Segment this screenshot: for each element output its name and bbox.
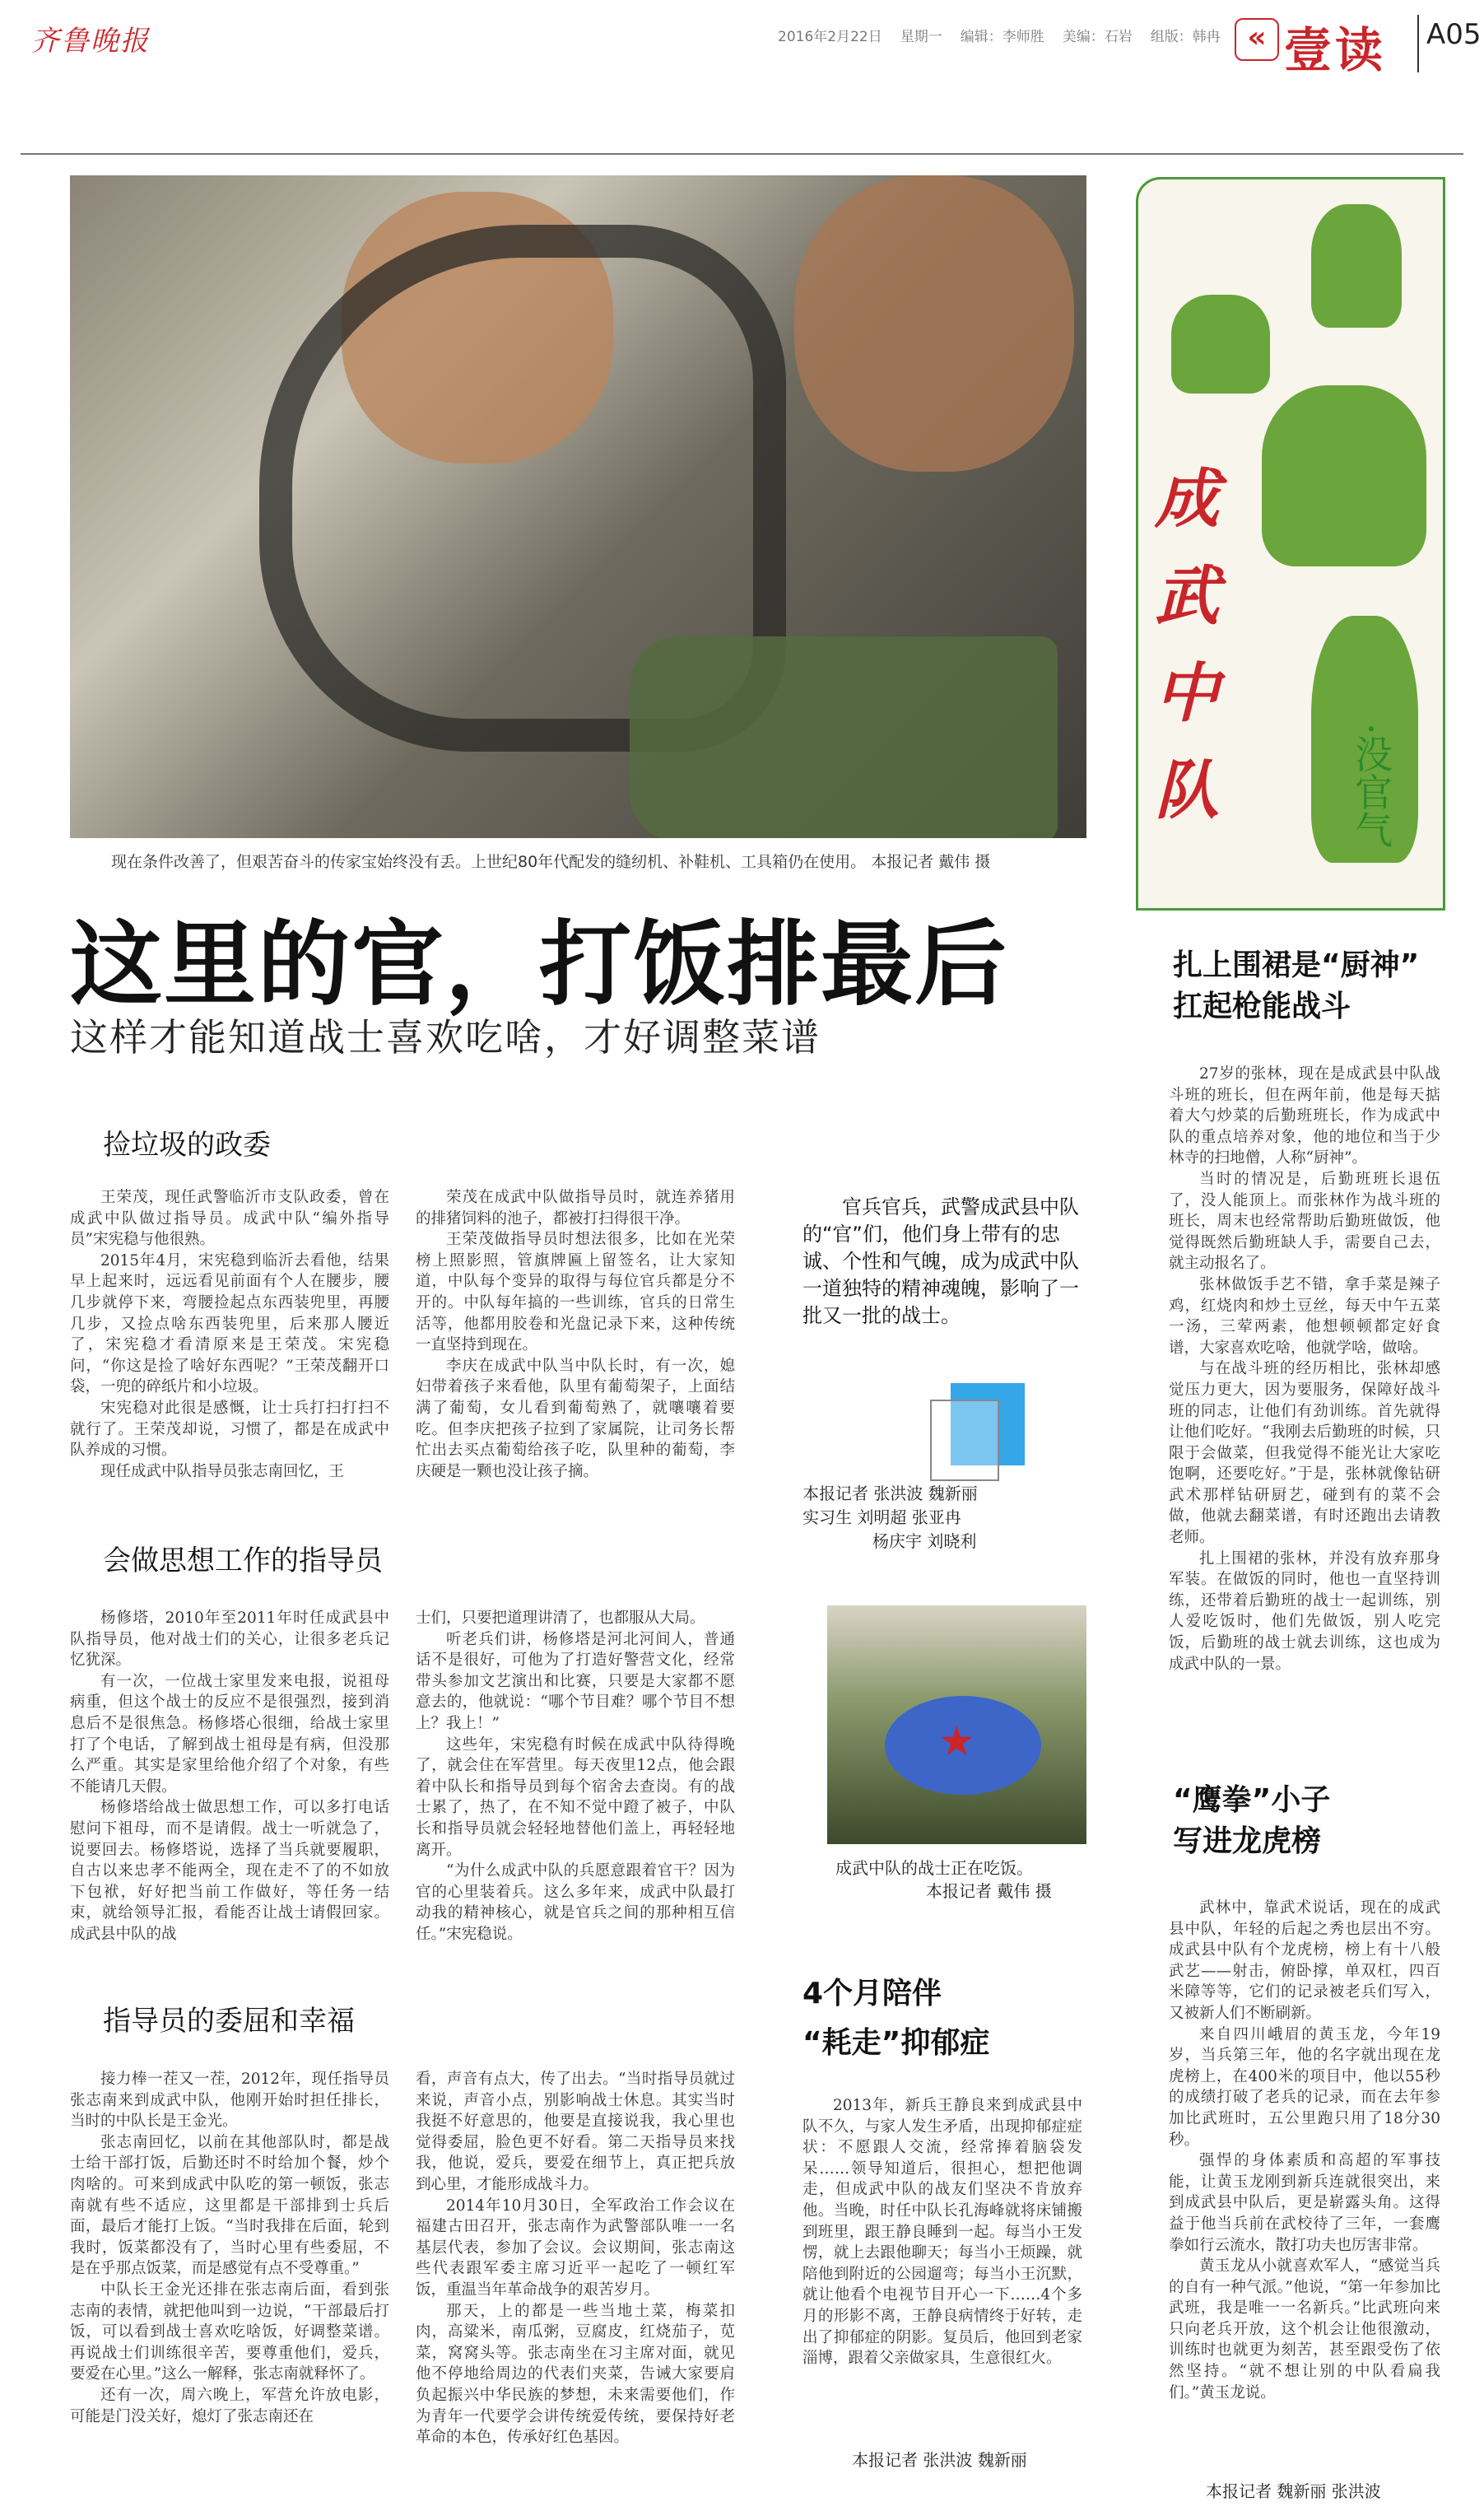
issue-date: 2016年2月22日: [778, 29, 882, 45]
paragraph: 王荣茂做指导员时想法很多，比如在光荣榜上照影照，管旗牌匾上留签名，让大家知道，中队每个变异的取得与每位官兵都是分不开的。中队每年搞的一些训练，官兵的日常生活等，他都用胶卷和光盘记录下来，这种传统一直坚持到现在。: [416, 1231, 735, 1354]
section4-body: [802, 2095, 1082, 2441]
issue-proof: 组版：韩冉: [1150, 29, 1221, 45]
photo2-caption: [835, 1856, 1052, 1903]
sidebar-section2-title: [1173, 1780, 1330, 1862]
page-number: A05: [1426, 18, 1482, 51]
photo-caption: 现在条件改善了，但艰苦奋斗的传家宝始终没有丢。上世纪80年代配发的缝纫机、补鞋机、工具箱仍在使用。 本报记者 戴伟 摄: [111, 853, 991, 871]
paragraph: 士们，只要把道理讲清了，也都服从大局。: [416, 1610, 705, 1627]
paragraph: 还有一次，周六晚上，军营允许放电影，可能是门没关好，熄灯了张志南还在: [70, 2386, 389, 2425]
section4-title: [802, 1969, 989, 2068]
sidebar-section2-body: [1169, 1898, 1440, 2474]
photo-boot: [630, 636, 1058, 838]
paragraph: 中队长王金光还排在张志南后面，看到张志南的表情，就把他叫到一边说，“干部最后打饭，可以看到战士喜欢吃啥饭，好调整菜谱。再说战士们训练很辛苦，要尊重他们，爱兵，要爱在心里。”这么一解释，张志南就释怀了。: [70, 2280, 389, 2383]
section2-col1: [70, 1608, 389, 1970]
paragraph: 当时的情况是，后勤班班长退伍了，没人能顶上。而张林作为战斗班的班长，周末也经常帮助后勤班做饭，他觉得既然后勤班缺人手，需要自己去，就主动报名了。: [1169, 1170, 1440, 1273]
section1-col1: [70, 1187, 389, 1508]
paragraph: 现任成武中队指导员张志南回忆，王: [100, 1462, 345, 1480]
section1-title: 捡垃圾的政委: [103, 1129, 271, 1162]
quote-box-outline: [930, 1400, 999, 1481]
masthead-rule: [21, 153, 1463, 155]
photo-soldier-right: [794, 175, 1074, 472]
paragraph: 来自四川峨眉的黄玉龙，今年19岁，当兵第三年，他的名字就出现在龙虎榜上，在400米的项目中，他以55秒的成绩打破了老兵的记录，而在去年参加比武班时，五公里跑只用了18分30秒。: [1169, 2025, 1440, 2149]
cartoon-soldier-kick: [1262, 385, 1426, 566]
section2-title: 会做思想工作的指导员: [103, 1544, 383, 1577]
cartoon-soldier-top: [1311, 204, 1402, 328]
paragraph: 张志南回忆，以前在其他部队时，都是战士给干部打饭，后勤还时不时给加个餐，炒个肉啥的。可来到成武中队吃的第一顿饭，张志南就有些不适应，这里都是干部排到士兵后面，最后才能打上饭。“当时我排在后面，轮到我时，饭菜都没有了，当时心里有些委屈，不是在乎那点饭菜，而是感觉有点不受尊重。”: [70, 2133, 389, 2278]
pull-quote-text: 官兵官兵，武警成武县中队的“官”们，他们身上带有的忠诚、个性和气魄，成为成武中队一道独特的精神魂魄，影响了一批又一批的战士。: [802, 1195, 1079, 1327]
paragraph: 这些年，宋宪稳有时候在成武中队待得晚了，就会住在军营里。每天夜里12点，他会跟着中队长和指导员到每个宿舍去查岗。有的战士累了，热了，在不知不觉中蹬了被子，中队长和指导员就会轻轻地替他们盖上，再轻轻地离开。: [416, 1735, 735, 1859]
newspaper-logo: 齐鲁晚报: [31, 25, 150, 58]
section4-title-line: 4个月陪伴: [802, 1977, 942, 2010]
paragraph: 荣茂在成武中队做指导员时，就连养猪用的排猪饲料的池子，都被打扫得很干净。: [416, 1189, 735, 1228]
paragraph: 强悍的身体素质和高超的军事技能，让黄玉龙刚到新兵连就很突出，来到成武县中队后，更是崭露头角。这得益于他当兵前在武校待了三年，一套鹰拳如行云流水，散打功夫也厉害非常。: [1169, 2152, 1440, 2254]
headline: 这里的官，打饭排最后: [70, 911, 1008, 1018]
paragraph: 有一次，一位战士家里发来电报，说祖母病重，但这个战士的反应不是很强烈，接到消息后不是很焦急。杨修塔心很细，给战士家里打了个电话，了解到战士祖母是有病，但没那么严重。其实是家里给他介绍了个对象，有些不能请几天假。: [70, 1672, 389, 1796]
section2-col2: [416, 1608, 735, 1970]
paragraph: 扎上围裙的张林，并没有放弃那身军装。在做饭的同时，他也一直坚持训练，还带着后勤班的战士一起训练，别人爱吃饭时，他们先做饭，别人吃完饭，后勤班的战士就去训练，这也成为成武中队的一景。: [1169, 1549, 1440, 1673]
title-line: 写进龙虎榜: [1173, 1824, 1322, 1858]
byline: [802, 1482, 978, 1554]
title-line: 扎上围裙是“厨神”: [1173, 948, 1420, 982]
issue-designer: 美编：石岩: [1062, 29, 1133, 45]
sidebar-illustration: [1136, 177, 1445, 911]
section-chevron-icon: «: [1235, 18, 1279, 61]
paragraph: 那天，上的都是一些当地土菜，梅菜扣肉，高粱米，南瓜粥，豆腐皮，红烧茄子，苋菜，窝窝头等。张志南坐在习主席对面，就见他不停地给周边的代表们夹菜，告诫大家要肩负起振兴中华民族的梦想，未来需要他们，作为青年一代要学会讲传统爱传统，要保持好老革命的本色，传承好红色基因。: [416, 2302, 735, 2447]
byline-line: 杨庆宇 刘晓利: [872, 1531, 977, 1551]
paragraph: 听老兵们讲，杨修塔是河北河间人，普通话不是很好，可他为了打造好警营文化，经常带头参加文艺演出和比赛，只要是大家都不愿意去的，他就说：“哪个节目难？哪个节目不想上？我上！”: [416, 1630, 735, 1732]
subheadline: 这样才能知道战士喜欢吃啥，才好调整菜谱: [70, 1015, 821, 1060]
photo-star-icon: ★: [938, 1717, 975, 1765]
byline-line: 本报记者 张洪波 魏新丽: [802, 1484, 978, 1503]
paragraph: 张林做饭手艺不错，拿手菜是辣子鸡，红烧肉和炒土豆丝，每天中午五菜一汤，三荤两素，他想顿顿都定好食谱，大家喜欢吃啥，他就学啥，做啥。: [1169, 1275, 1440, 1357]
paragraph: 黄玉龙从小就喜欢军人，“感觉当兵的自有一种气派。”他说，“第一年参加比武班，我是唯一一名新兵。”比武班向来只向老兵开放，这个机会让他很激动，训练时也就更为刻苦，甚至跟受伤了依然坚持。“就不想让别的中队看扁我们。”黄玉龙说。: [1169, 2257, 1440, 2402]
paragraph: “为什么成武中队的兵愿意跟着官干？因为官的心里装着兵。这么多年来，成武中队最打动我的精神核心，就是官兵之间的那种相互信任。”宋宪稳说。: [416, 1862, 735, 1943]
dining-soldiers-photo: [827, 1605, 1086, 1844]
paragraph: 武林中，靠武术说话，现在的成武县中队，年轻的后起之秀也层出不穷。成武县中队有个龙虎榜，榜上有十八般武艺——射击，俯卧撑，单双杠，四百米障等等，它们的记录被老兵们写入，又被新人们不断刷新。: [1169, 1899, 1440, 2022]
sidebar-title: 成武中队: [1155, 462, 1220, 828]
paragraph: 李庆在成武中队当中队长时，有一次，媳妇带着孩子来看他，队里有葡萄架子，上面结满了葡萄，女儿看到葡萄熟了，就嚷嚷着要吃。但李庆把孩子拉到了家属院，让司务长帮忙出去买点葡萄给孩子吃，队里种的葡萄，李庆硬是一颗也没让孩子摘。: [416, 1357, 735, 1480]
section3-col1: [70, 2069, 389, 2497]
pull-quote: [802, 1194, 1095, 1330]
section-name: 壹读: [1284, 22, 1387, 78]
cartoon-soldier-left: [1171, 295, 1270, 394]
caption-line: 成武中队的战士正在吃饭。: [835, 1858, 1033, 1878]
title-line: 扛起枪能战斗: [1173, 990, 1351, 1023]
section1-col2: [416, 1187, 735, 1508]
paragraph: 杨修塔给战士做思想工作，可以多打电话慰问下祖母，而不是请假。战士一听就急了，说要回去。杨修塔说，选择了当兵就要履职，自古以来忠孝不能两全，现在走不了的不如放下包袱，好好把当前工作做好，等任务一结束，就给领导汇报，看能否让战士请假回家。成武县中队的战: [70, 1799, 389, 1943]
sewing-machine-photo: [70, 175, 1086, 838]
section4-byline: 本报记者 张洪波 魏新丽: [852, 2450, 1027, 2470]
paragraph: 27岁的张林，现在是成武县中队战斗班的班长，但在两年前，他是每天掂着大勺炒菜的后勤班班长，作为成武中队的重点培养对象，他的地位和当于少林寺的扫地僧，人称“厨神”。: [1169, 1065, 1440, 1167]
paragraph: 王荣茂，现任武警临沂市支队政委，曾在成武中队做过指导员。成武中队“编外指导员”宋宪稳与他很熟。: [70, 1189, 389, 1249]
paragraph: 宋宪稳对此很是感慨，让士兵打扫打扫不就行了。王荣茂却说，习惯了，都是在成武中队养成的习惯。: [70, 1399, 389, 1460]
sidebar-section1-title: [1173, 945, 1419, 1027]
paragraph: 看，声音有点大，传了出去。“当时指导员就过来说，声音小点，别影响战士休息。其实当时我挺不好意思的，他要是直接说我，我心里也觉得委屈，脸色更不好看。第二天指导员来找我，他说，爱兵，要爱在细节上，真正把兵放到心里，才能形成战斗力。: [416, 2071, 735, 2193]
caption-line: 本报记者 戴伟 摄: [926, 1881, 1052, 1901]
section3-col2: [416, 2069, 735, 2497]
masthead-divider: [1417, 15, 1419, 72]
paragraph: 2014年10月30日，全军政治工作会议在福建古田召开，张志南作为武警部队唯一一名基层代表，参加了会议。会议期间，张志南这些代表跟军委主席习近平一起吃了一顿红军饭，重温当年革命战争的艰苦岁月。: [416, 2197, 735, 2299]
paragraph: 2015年4月，宋宪稳到临沂去看他，结果早上起来时，远远看见前面有个人在腰步，腰几步就停下来，弯腰捡起点东西装兜里，再腰几步，又捡点啥东西装兜里，后来那人腰近了，宋宪稳才看清原来是王荣茂。宋宪稳问，“你这是捡了啥好东西呢？”王荣茂翻开口袋，一兜的碎纸片和小垃圾。: [70, 1251, 389, 1396]
sidebar-byline: 本报记者 魏新丽 张洪波: [1206, 2481, 1381, 2501]
title-line: “鹰拳”小子: [1173, 1783, 1331, 1817]
paragraph: 与在战斗班的经历相比，张林却感觉压力更大，因为要服务，保障好战斗班的同志，让他们有劲训练。首先就得让他们吃好。“我刚去后勤班的时候，只限于会做菜，但我觉得不能光让大家吃饱啊，还要吃好。”于是，张林就像钻研武术那样钻研厨艺，碰到有的菜不会做，他就去翻菜谱，有时还跑出去请教老师。: [1169, 1360, 1440, 1547]
issue-meta: [778, 25, 1239, 45]
section3-title: 指导员的委屈和幸福: [103, 2005, 355, 2038]
section4-title-line: “耗走”抑郁症: [802, 2026, 990, 2060]
quote-box-icon: [930, 1383, 1025, 1478]
paragraph: 接力棒一茬又一茬，2012年，现任指导员张志南来到成武中队，他刚开始时担任排长，当时的中队长是王金光。: [70, 2071, 389, 2131]
paragraph: 2013年，新兵王静良来到成武县中队不久，与家人发生矛盾，出现抑郁症症状：不愿跟人交流，经常捧着脑袋发呆……领导知道后，很担心，想把他调走，但成武中队的战友们坚决不肯放弃他。当晚，时任中队长孔海峰就将床铺搬到班里，跟王静良睡到一起。每当小王发愣，就上去跟他聊天；每当小王烦躁，就陪他到附近的公园遛弯；每当小王沉默，就让他看个电视节目开心一下……4个多月的形影不离，王静良病情终于好转，走出了抑郁症的阴影。复员后，他回到老家淄博，跟着父亲做家具，生意很红火。: [802, 2097, 1082, 2368]
sidebar-tag: ·没官气: [1349, 723, 1393, 849]
byline-line: 实习生 刘明超 张亚冉: [802, 1507, 961, 1527]
issue-weekday: 星期一: [900, 29, 942, 45]
paragraph: 杨修塔，2010年至2011年时任成武县中队指导员，他对战士们的关心，让很多老兵记忆犹深。: [70, 1610, 389, 1670]
issue-editor: 编辑：李师胜: [960, 29, 1044, 45]
sidebar-section1-body: [1169, 1064, 1440, 1706]
